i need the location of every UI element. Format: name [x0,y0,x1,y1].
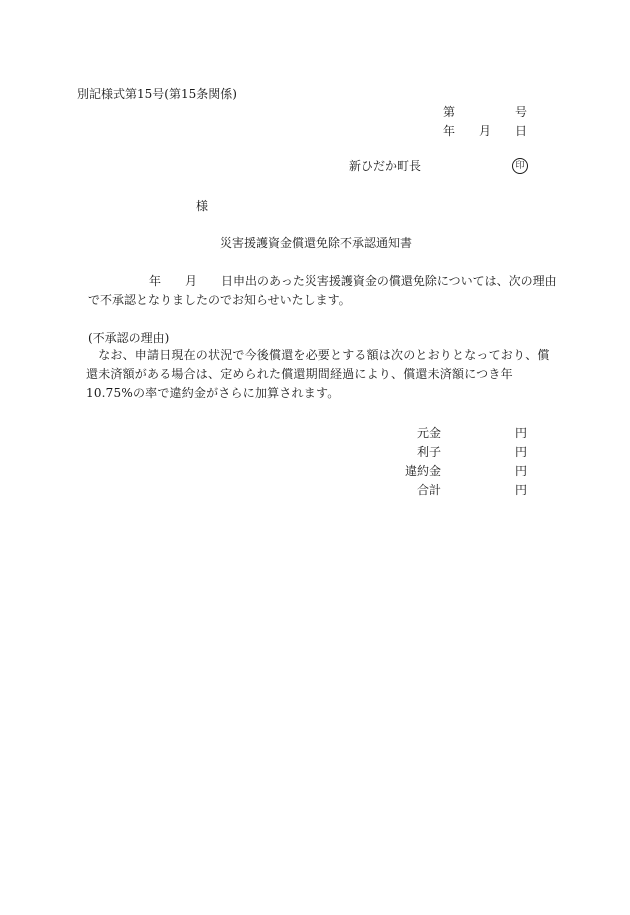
body-month: 月 [185,274,198,288]
body-line-1: 日申出のあった災害援護資金の償還免除については、次の理由 [221,274,557,288]
reason-text: なお、申請日現在の状況で今後償還を必要とする額は次のとおりとなっており、償還未済額がある場合は、定められた償還期間経過により、償還未済額につき年10.75%の率で違約金がさらに加算されます。 [86,348,550,400]
date-year: 年 [443,124,456,138]
issuer-name: 新ひだか町長 [349,159,422,173]
form-number-label: 別記様式第15号(第15条関係) [77,87,237,101]
date-month: 月 [479,124,492,138]
amount-label-penalty: 違約金 [404,464,441,478]
amount-unit-principal: 円 [515,426,528,440]
amount-unit-penalty: 円 [515,464,528,478]
reference-go: 号 [515,105,528,119]
reference-dai: 第 [443,105,456,119]
document-title: 災害援護資金償還免除不承認通知書 [220,236,413,250]
body-year: 年 [149,274,162,288]
amount-label-total: 合計 [416,483,441,497]
amount-label-principal: 元金 [416,426,441,440]
body-line-2: で不承認となりましたのでお知らせいたします。 [88,293,351,307]
reason-heading: (不承認の理由) [88,331,170,345]
amount-unit-total: 円 [515,483,528,497]
seal-mark: 印 [512,158,528,174]
amount-label-interest: 利子 [416,445,441,459]
addressee-suffix: 様 [196,199,209,213]
amount-unit-interest: 円 [515,445,528,459]
date-day: 日 [515,124,528,138]
